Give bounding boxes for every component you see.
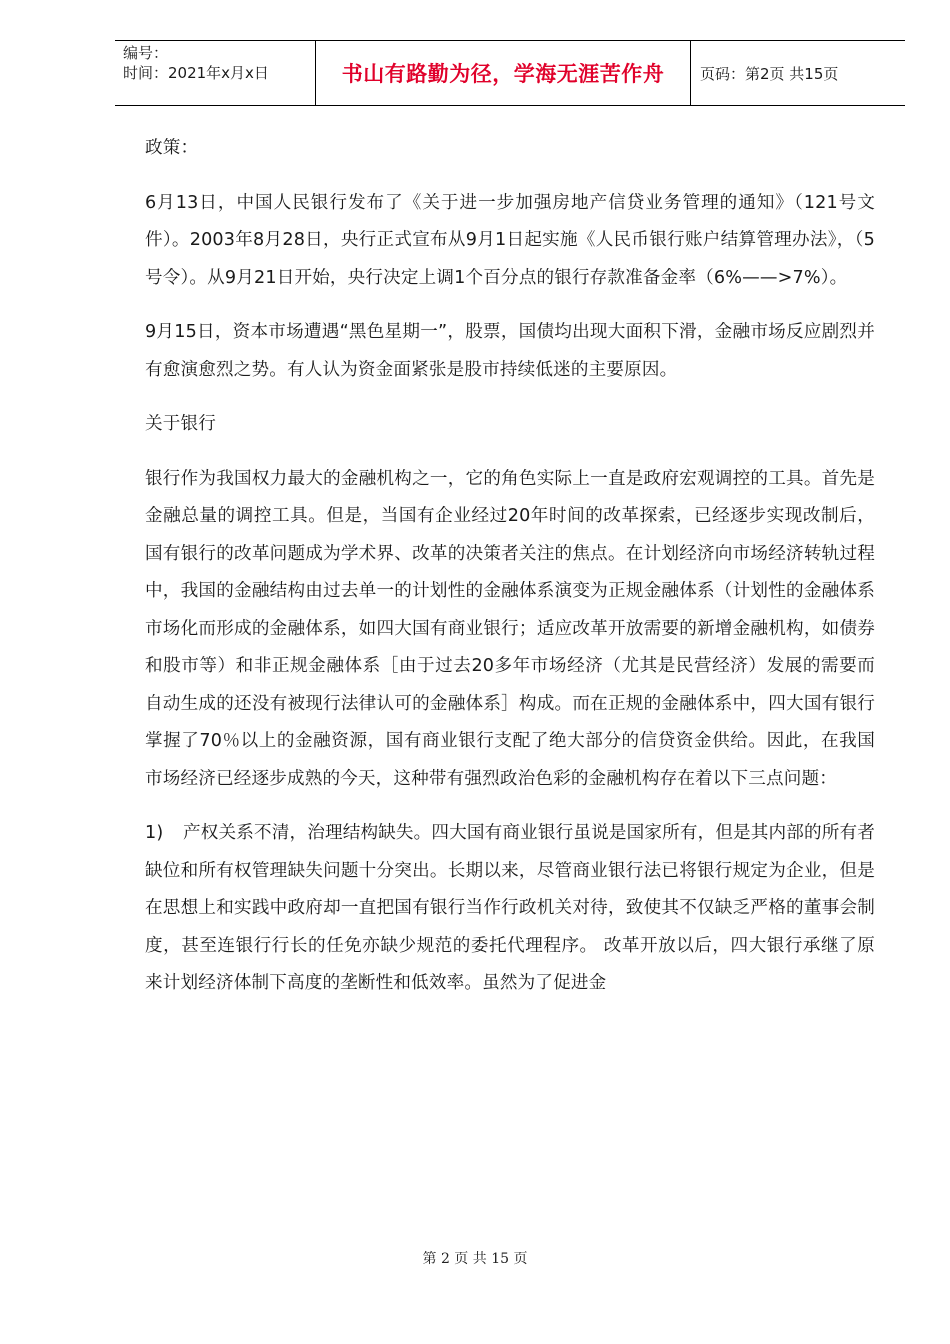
paragraph-policy-june: 6月13日，中国人民银行发布了《关于进一步加强房地产信贷业务管理的通知》（121号文件）。2003年8月28日，央行正式宣布从9月1日起实施《人民币银行账户结算管理办法》，（5号令）。从9月21日开始，央行决定上调1个百分点的银行存款准备金率（6%——>7%）。 [145,192,875,288]
page-footer [0,1248,950,1268]
header-motto-cell [316,41,691,105]
paragraph-black-monday: 9月15日，资本市场遭遇“黑色星期一”，股票，国债均出现大面积下滑，金融市场反应剧烈并有愈演愈烈之势。有人认为资金面紧张是股市持续低迷的主要原因。 [145,322,875,380]
list-item-text: 产权关系不清，治理结构缺失。四大国有商业银行虽说是国家所有，但是其内部的所有者缺位和所有权管理缺失问题十分突出。长期以来，尽管商业银行法已将银行规定为企业，但是在思想上和实践中政府却一直把国有银行当作行政机关对待，致使其不仅缺乏严格的董事会制度，甚至连银行行长的任免亦缺少规范的委托代理程序。 改革开放以后，四大银行承继了原来计划经济体制下高度的垄断性和低效率。虽然为了促进金 [145,823,876,993]
header-page-cell [691,41,905,105]
header-meta-cell [115,41,316,105]
footer-page-number: 第 2 页 共 15 页 [422,1251,528,1267]
header-page-info: 页码：第2页 共15页 [700,64,839,83]
document-number-label: 编号： [123,44,169,62]
list-item-number: 1) [145,823,164,843]
document-time-label: 时间：2021年x月x日 [123,64,269,82]
paragraph-policy-heading: 政策： [145,138,199,158]
list-item-1 [145,815,875,1003]
paragraph-bank-heading: 关于银行 [145,414,216,434]
page-header [115,40,905,106]
header-motto: 书山有路勤为径，学海无涯苦作舟 [341,62,665,86]
document-body [145,130,875,1020]
paragraph-bank-role: 银行作为我国权力最大的金融机构之一，它的角色实际上一直是政府宏观调控的工具。首先是金融总量的调控工具。但是，当国有企业经过20年时间的改革探索，已经逐步实现改制后，国有银行的改革问题成为学术界、改革的决策者关注的焦点。在计划经济向市场经济转轨过程中，我国的金融结构由过去单一的计划性的金融体系演变为正规金融体系（计划性的金融体系市场化而形成的金融体系，如四大国有商业银行；适应改革开放需要的新增金融机构，如债券和股市等）和非正规金融体系［由于过去20多年市场经济（尤其是民营经济）发展的需要而自动生成的还没有被现行法律认可的金融体系］构成。而在正规的金融体系中，四大国有银行掌握了70％以上的金融资源，国有商业银行支配了绝大部分的信贷资金供给。因此，在我国市场经济已经逐步成熟的今天，这种带有强烈政治色彩的金融机构存在着以下三点问题： [145,468,875,789]
